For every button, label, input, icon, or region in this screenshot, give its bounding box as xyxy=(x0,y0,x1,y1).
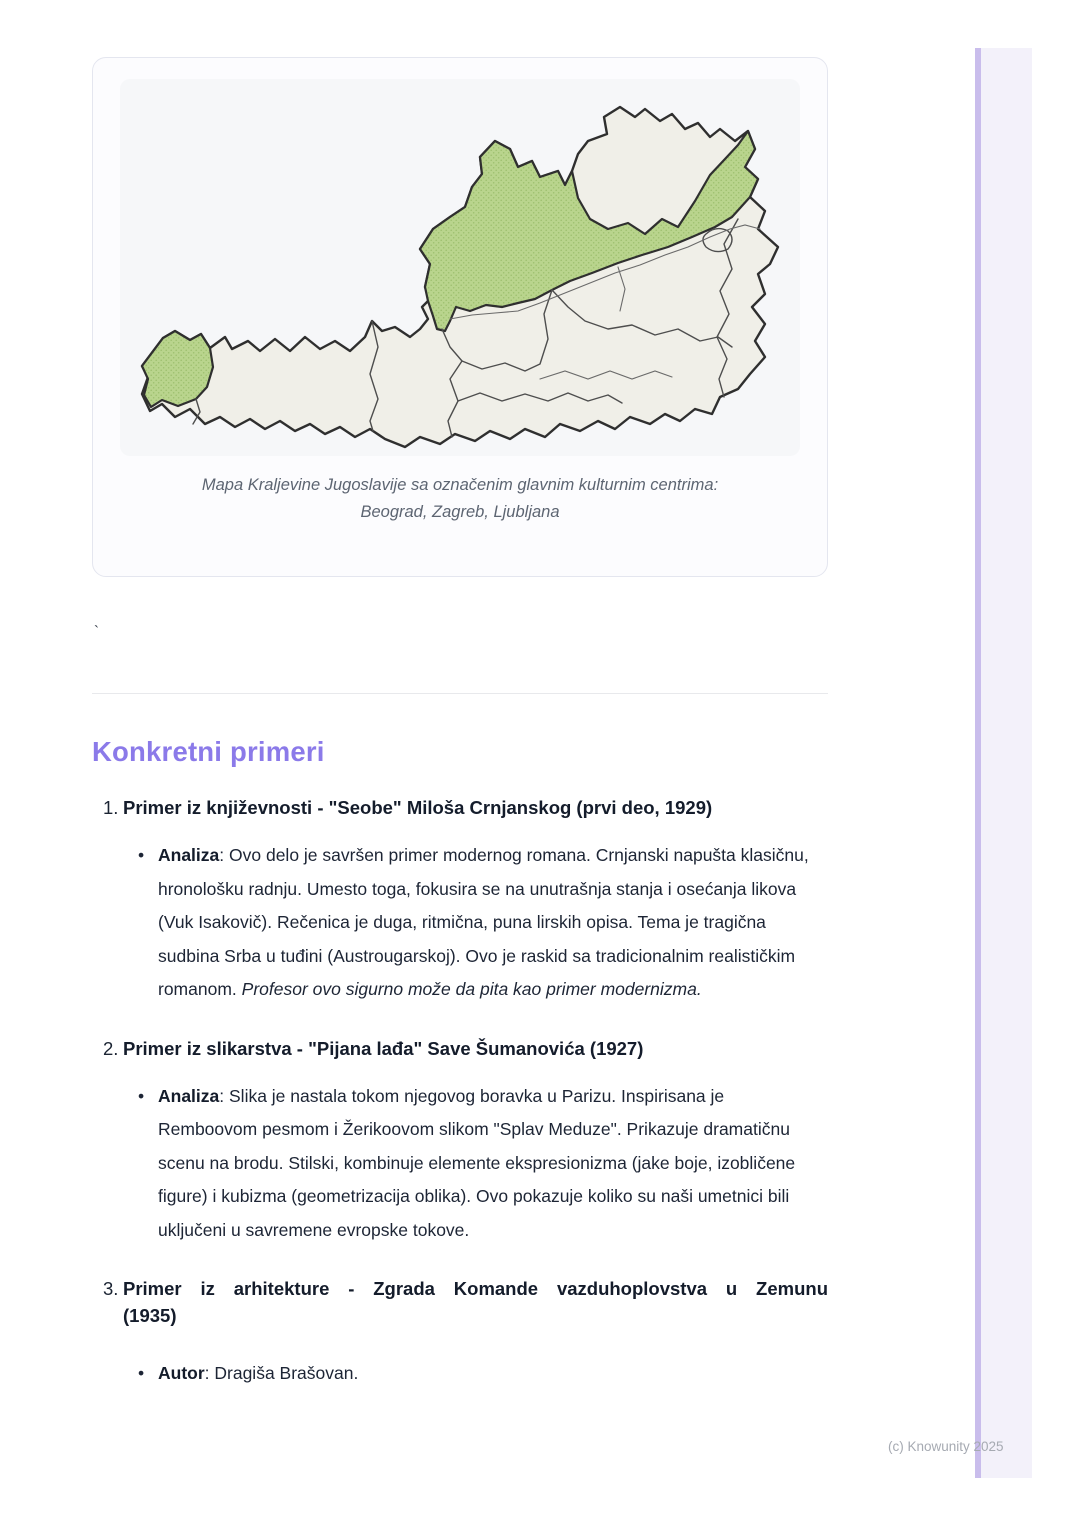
list-item xyxy=(92,1035,828,1248)
bullet-text xyxy=(158,1357,828,1391)
section-divider xyxy=(92,693,828,694)
list-item xyxy=(92,1275,828,1391)
item-number: 3. xyxy=(103,1278,119,1299)
bullet-marker: • xyxy=(138,845,145,865)
item-body xyxy=(123,1035,828,1248)
stray-backtick-text: ` xyxy=(94,623,99,640)
bullet-marker: • xyxy=(138,1085,145,1106)
section-heading: Konkretni primeri xyxy=(92,736,325,767)
bullet-list xyxy=(123,839,828,1007)
bullet-item xyxy=(123,839,828,1007)
item-body xyxy=(123,1275,828,1391)
map-caption-line1: Mapa Kraljevine Jugoslavije sa označenim glavnim kulturnim centrima: xyxy=(201,476,719,494)
bullet-list xyxy=(123,1357,828,1391)
map-image xyxy=(120,79,800,456)
purple-accent-bar xyxy=(975,48,981,1478)
copyright-watermark: (c) Knowunity 2025 xyxy=(888,1439,1004,1454)
bullet-list xyxy=(123,1080,828,1248)
bullet-item xyxy=(123,1080,828,1248)
item-number: 2. xyxy=(103,1037,119,1059)
bullet-text xyxy=(158,1080,828,1248)
bullet-label: Analiza xyxy=(158,1085,220,1106)
item-number: 1. xyxy=(103,797,119,818)
bullet-label: Analiza xyxy=(158,845,220,865)
list-item xyxy=(92,794,828,1007)
austria-map xyxy=(120,79,800,456)
numbered-list xyxy=(92,794,828,1391)
item-title: Primer iz književnosti - "Seobe" Miloša Crnjanskog (prvi deo, 1929) xyxy=(123,797,713,818)
bullet-marker: • xyxy=(138,1363,145,1383)
bullet-analysis-text: : Slika je nastala tokom njegovog boravka u Parizu. Inspirisana je Remboovom pesmom i Žerikoovom slikom "Splav Meduze". Prikazuje dramatičnu scenu na brodu. Stilski, kombinuje elemente ekspresionizma (jake boje, izobličene figure) i kubizma (geometrizacija oblika). Ovo pokazuje koliko su naši umetnici bili uključeni u savremene evropske tokove. xyxy=(158,1085,796,1240)
item-title: Primer iz arhitekture - Zgrada Komande vazduhoplovstva u Zemunu (1935) xyxy=(123,1278,828,1326)
document-content xyxy=(92,57,828,1391)
map-caption xyxy=(120,472,800,526)
bullet-author-text: : Dragiša Brašovan. xyxy=(204,1363,359,1383)
map-caption-line2: Beograd, Zagreb, Ljubljana xyxy=(360,503,560,521)
item-title: Primer iz slikarstva - "Pijana lađa" Save Šumanovića (1927) xyxy=(123,1037,644,1059)
map-figure-card xyxy=(92,57,828,577)
item-body xyxy=(123,794,828,1007)
bullet-label: Autor xyxy=(158,1363,205,1383)
bullet-analysis-text: : Ovo delo je savršen primer modernog romana. Crnjanski napušta klasičnu, hronološku radnju. Umesto toga, fokusira se na unutrašnja stanja i osećanja likova (Vuk Isakovič). Rečenica je duga, ritmična, puna lirskih opisa. Tema je tragična sudbina Srba u tuđini (Austrougarskoj). Ovo je raskid sa tradicionalnim realističkim romanom. xyxy=(158,845,809,999)
bullet-italic-note: Profesor ovo sigurno može da pita kao primer modernizma. xyxy=(236,979,702,999)
bullet-text xyxy=(158,839,828,1007)
right-page-edge-panel xyxy=(981,48,1032,1478)
bullet-item xyxy=(123,1357,828,1391)
